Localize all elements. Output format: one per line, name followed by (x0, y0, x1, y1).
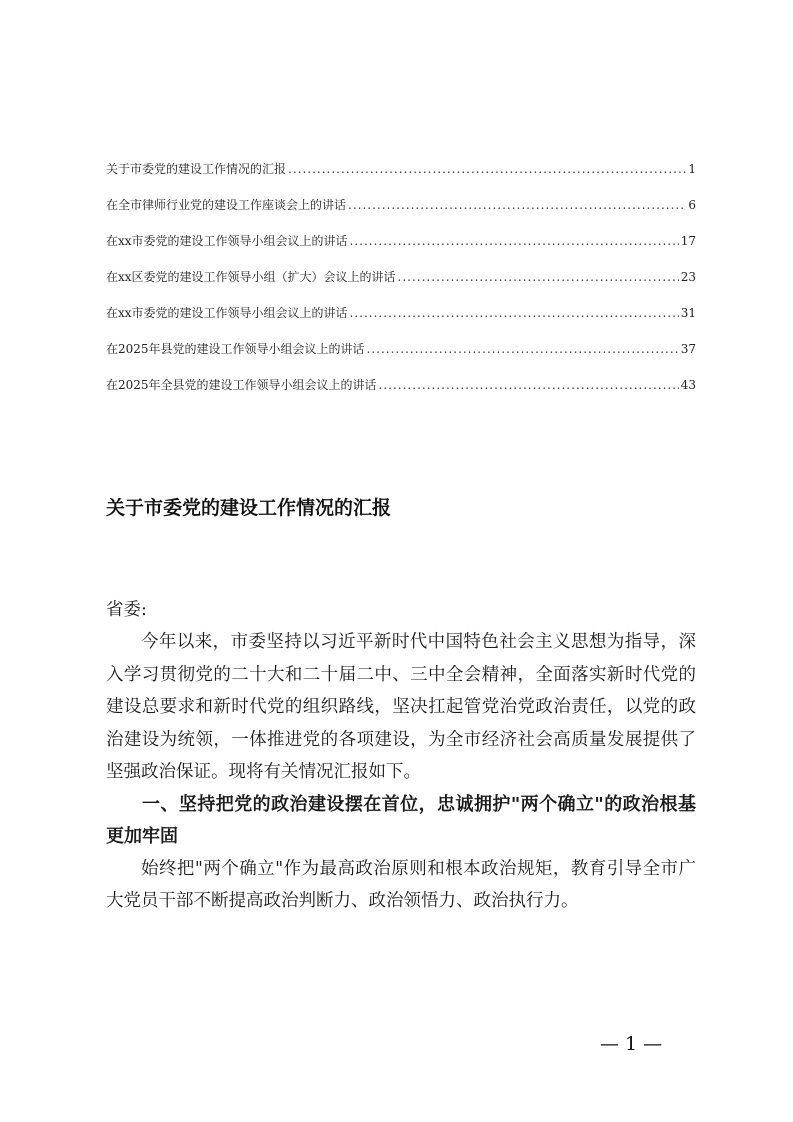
body-paragraph: 今年以来，市委坚持以习近平新时代中国特色社会主义思想为指导，深入学习贯彻党的二十大和二十届二中、三中全会精神，全面落实新时代党的建设总要求和新时代党的组织路线，坚决扛起管党治党政治责任，以党的政治建设为统领，一体推进党的各项建设，为全市经济社会高质量发展提供了坚强政治保证。现将有关情况汇报如下。 (106, 632, 696, 782)
toc-entry-title: 在xx市委党的建设工作领导小组会议上的讲话 (106, 306, 348, 320)
toc-leader-dots (350, 232, 679, 250)
section-heading: 一、坚持把党的政治建设摆在首位，忠诚拥护"两个确立"的政治根基更加牢固 (106, 793, 696, 847)
toc-entry-page: 43 (680, 378, 696, 392)
table-of-contents (106, 160, 696, 412)
toc-entry[interactable] (106, 340, 696, 376)
toc-entry-title: 在全市律师行业党的建设工作座谈会上的讲话 (106, 198, 347, 212)
toc-entry[interactable] (106, 232, 696, 268)
toc-entry-title: 在2025年县党的建设工作领导小组会议上的讲话 (106, 342, 365, 356)
body-paragraph: 始终把"两个确立"作为最高政治原则和根本政治规矩，教育引导全市广大党员干部不断提高政治判断力、政治领悟力、政治执行力。 (106, 858, 696, 911)
toc-entry-page: 1 (688, 162, 696, 176)
toc-entry-page: 31 (680, 306, 696, 320)
toc-entry-page: 6 (688, 198, 696, 212)
toc-entry[interactable] (106, 376, 696, 412)
document-body (106, 594, 696, 918)
toc-entry[interactable] (106, 160, 696, 196)
toc-entry-page: 17 (680, 234, 696, 248)
toc-entry-title: 关于市委党的建设工作情况的汇报 (106, 162, 287, 176)
toc-entry-title: 在xx区委党的建设工作领导小组（扩大）会议上的讲话 (106, 270, 396, 284)
toc-entry-page: 37 (680, 342, 696, 356)
toc-leader-dots (398, 268, 679, 286)
toc-leader-dots (288, 160, 686, 178)
salutation: 省委: (106, 600, 147, 620)
document-title: 关于市委党的建设工作情况的汇报 (106, 497, 392, 519)
toc-entry-page: 23 (680, 270, 696, 284)
toc-leader-dots (350, 304, 679, 322)
page-number: — 1 — (600, 1033, 663, 1055)
toc-entry-title: 在xx市委党的建设工作领导小组会议上的讲话 (106, 234, 348, 248)
toc-entry-title: 在2025年全县党的建设工作领导小组会议上的讲话 (106, 378, 377, 392)
toc-entry[interactable] (106, 196, 696, 232)
toc-leader-dots (367, 340, 679, 358)
toc-entry[interactable] (106, 268, 696, 304)
toc-leader-dots (379, 376, 679, 394)
toc-entry[interactable] (106, 304, 696, 340)
toc-leader-dots (348, 196, 686, 214)
